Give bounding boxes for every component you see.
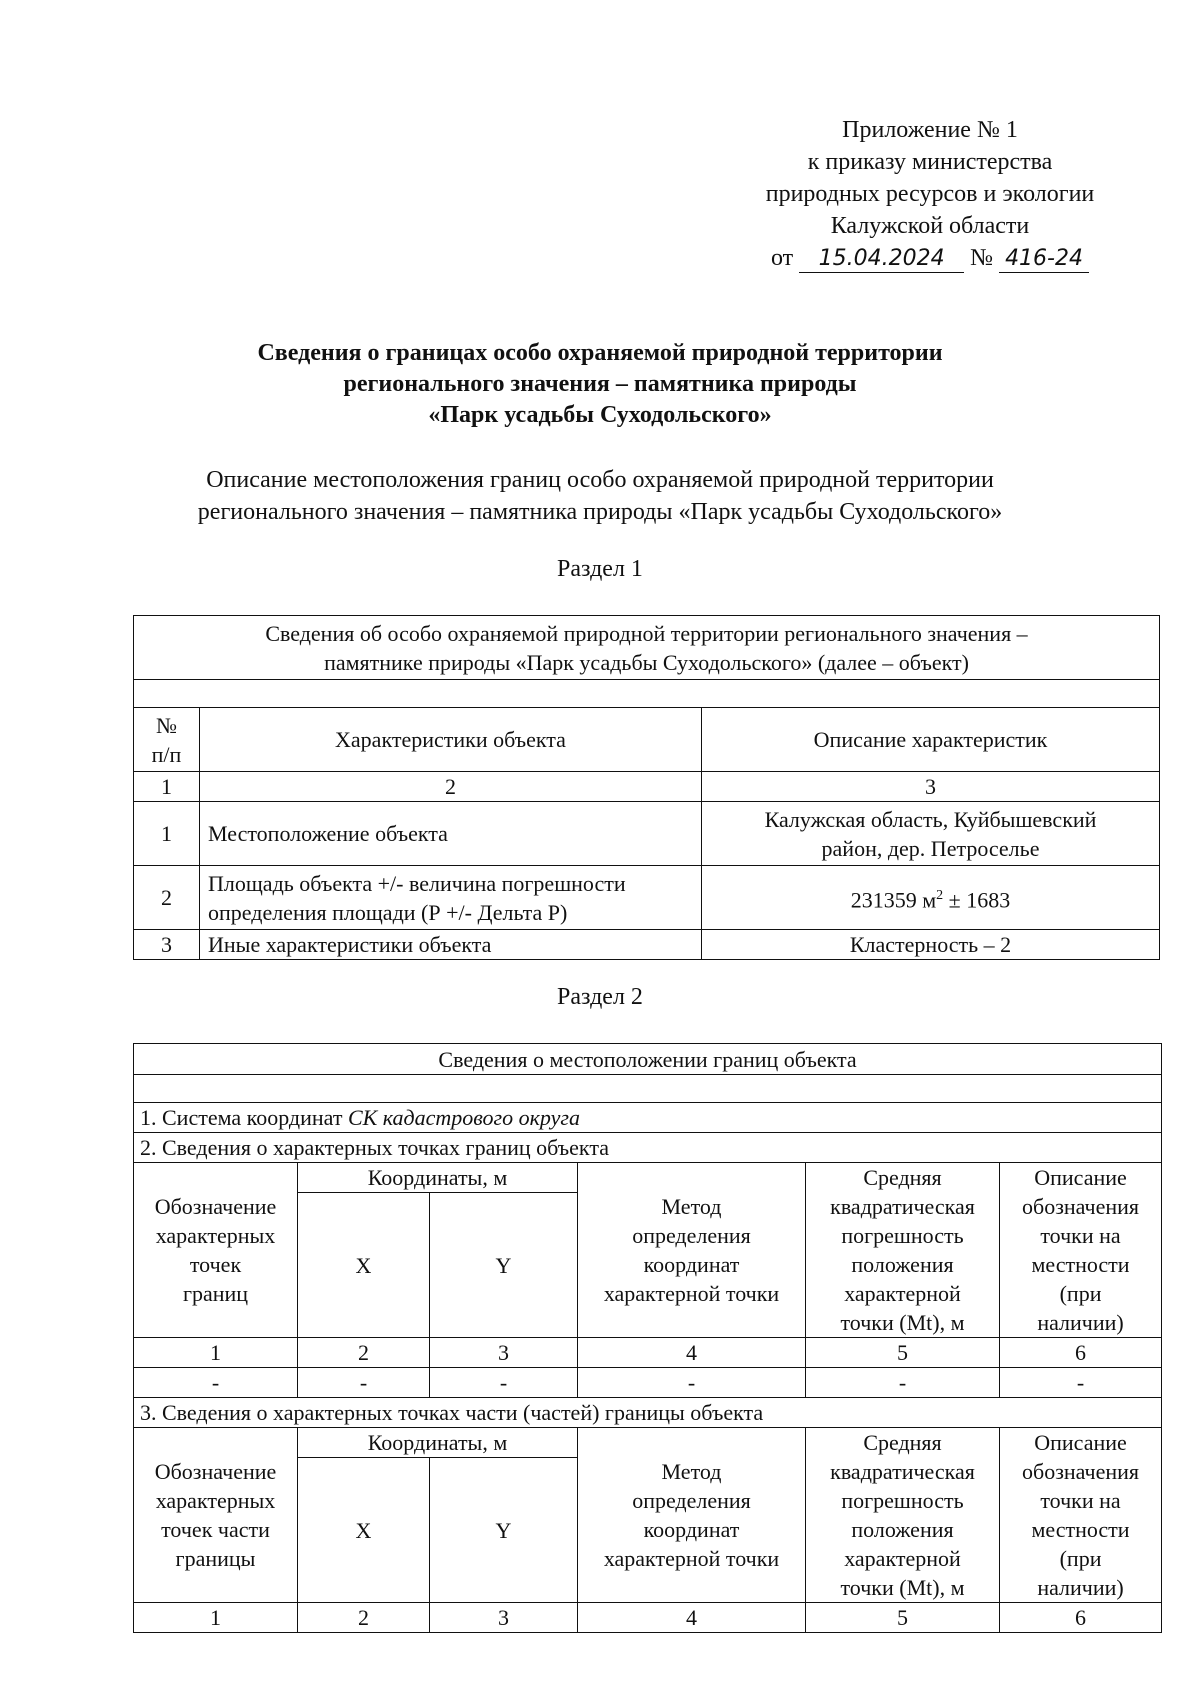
col-method xyxy=(578,1163,806,1338)
appendix-line-1: Приложение № 1 xyxy=(842,117,1018,143)
col-y: Y xyxy=(430,1193,578,1338)
col-method xyxy=(578,1428,806,1603)
col-designation-part xyxy=(134,1428,298,1603)
header-line: границы xyxy=(175,1546,256,1571)
table-row xyxy=(134,930,1160,960)
col-x: X xyxy=(298,1458,430,1603)
header-line: характерной точки xyxy=(603,1546,780,1571)
header-line: (при xyxy=(1059,1546,1102,1571)
col-coordinates: Координаты, м xyxy=(298,1163,578,1193)
index-cell: 5 xyxy=(806,1603,1000,1633)
index-cell: 4 xyxy=(578,1338,806,1368)
area-unit-exponent: 2 xyxy=(936,887,944,903)
index-cell: 6 xyxy=(1000,1603,1162,1633)
header-line: местности xyxy=(1031,1252,1130,1277)
header-line: точки (Mt), м xyxy=(840,1575,965,1600)
header-line: местности xyxy=(1031,1517,1130,1542)
header-line: определения xyxy=(632,1223,751,1248)
table-row xyxy=(134,866,1160,930)
number-label: № xyxy=(970,245,994,271)
description-line-2: регионального значения – памятника природы «Парк усадьбы Суходольского» xyxy=(197,499,1003,525)
index-cell: 6 xyxy=(1000,1338,1162,1368)
appendix-line-2: к приказу министерства xyxy=(807,149,1053,175)
header-line: обозначения xyxy=(1022,1459,1140,1484)
dash-cell: - xyxy=(298,1368,430,1398)
parts-heading: 3. Сведения о характерных точках части (частей) границы объекта xyxy=(134,1398,1162,1428)
header-line: координат xyxy=(643,1252,740,1277)
header-line: положения xyxy=(851,1517,954,1542)
col-error xyxy=(806,1163,1000,1338)
from-label: от xyxy=(770,245,794,271)
empty-row xyxy=(134,1075,1162,1103)
header-line: наличии) xyxy=(1037,1310,1124,1335)
header-line: точек части xyxy=(161,1517,270,1542)
appendix-date-line xyxy=(680,242,1180,274)
row-description-line-2: район, дер. Петроселье xyxy=(821,835,1040,861)
table-title-line-1: Сведения об особо охраняемой природной территории регионального значения – xyxy=(265,620,1028,646)
header-line: (при xyxy=(1059,1281,1102,1306)
dash-cell: - xyxy=(578,1368,806,1398)
boundary-description xyxy=(0,464,1200,528)
index-row xyxy=(134,1603,1162,1633)
col-x: X xyxy=(298,1193,430,1338)
row-description: Кластерность – 2 xyxy=(702,930,1160,960)
index-cell: 3 xyxy=(430,1603,578,1633)
header-line: точек xyxy=(189,1252,242,1277)
order-number: 416-24 xyxy=(999,246,1089,273)
header-line: координат xyxy=(643,1517,740,1542)
row-description xyxy=(702,866,1160,930)
row-description-line-1: Калужская область, Куйбышевский xyxy=(764,806,1097,832)
section-1-heading: Раздел 1 xyxy=(557,556,643,582)
index-cell: 1 xyxy=(134,1603,298,1633)
table-title-line-2: памятнике природы «Парк усадьбы Суходольского» (далее – объект) xyxy=(324,649,969,675)
index-cell: 3 xyxy=(702,772,1160,802)
appendix-line-4: Калужской области xyxy=(830,213,1030,239)
header-line: характерной xyxy=(844,1281,961,1306)
index-cell: 1 xyxy=(134,1338,298,1368)
table-row xyxy=(134,1368,1162,1398)
index-cell: 2 xyxy=(298,1338,430,1368)
header-line: характерной точки xyxy=(603,1281,780,1306)
dash-cell: - xyxy=(806,1368,1000,1398)
table-title-row xyxy=(134,1044,1162,1075)
index-cell: 5 xyxy=(806,1338,1000,1368)
title-line-3: «Парк усадьбы Суходольского» xyxy=(428,402,772,428)
object-info-table xyxy=(133,615,1160,960)
header-line: Метод xyxy=(661,1194,722,1219)
header-line: наличии) xyxy=(1037,1575,1124,1600)
header-line: характерных xyxy=(155,1223,276,1248)
row-number: 1 xyxy=(134,802,200,866)
header-line: Описание xyxy=(1034,1430,1127,1455)
row-characteristic: Местоположение объекта xyxy=(200,802,702,866)
header-line: обозначения xyxy=(1022,1194,1140,1219)
col-designation xyxy=(134,1163,298,1338)
header-line: точки на xyxy=(1040,1223,1121,1248)
dash-cell: - xyxy=(430,1368,578,1398)
coord-system-row xyxy=(134,1103,1162,1133)
col-y: Y xyxy=(430,1458,578,1603)
row-characteristic-line-2: определения площади (Р +/- Дельта Р) xyxy=(208,899,568,925)
points-heading: 2. Сведения о характерных точках границ объекта xyxy=(134,1133,1162,1163)
col-coordinates: Координаты, м xyxy=(298,1428,578,1458)
parts-heading-row xyxy=(134,1398,1162,1428)
col-num-line-1: № xyxy=(156,712,177,738)
header-line: точки (Mt), м xyxy=(840,1310,965,1335)
row-number: 2 xyxy=(134,866,200,930)
area-error: ± 1683 xyxy=(943,887,1011,913)
row-characteristic: Иные характеристики объекта xyxy=(200,930,702,960)
header-line: точки на xyxy=(1040,1488,1121,1513)
col-point-description xyxy=(1000,1163,1162,1338)
points-heading-row xyxy=(134,1133,1162,1163)
title-line-2: регионального значения – памятника природы xyxy=(343,371,857,397)
description-line-1: Описание местоположения границ особо охраняемой природной территории xyxy=(206,467,994,493)
boundaries-table xyxy=(133,1043,1162,1633)
appendix-line-3: природных ресурсов и экологии xyxy=(765,181,1095,207)
header-row xyxy=(134,708,1160,772)
header-line: Обозначение xyxy=(154,1459,277,1484)
header-line: положения xyxy=(851,1252,954,1277)
header-line: квадратическая xyxy=(830,1459,975,1484)
title-line-1: Сведения о границах особо охраняемой природной территории xyxy=(257,340,943,366)
appendix-block xyxy=(680,114,1180,274)
section-2-heading: Раздел 2 xyxy=(557,984,643,1010)
header-line: Метод xyxy=(661,1459,722,1484)
col-point-description xyxy=(1000,1428,1162,1603)
header-line: Средняя xyxy=(863,1165,942,1190)
index-cell: 1 xyxy=(134,772,200,802)
header-line: Обозначение xyxy=(154,1194,277,1219)
index-cell: 3 xyxy=(430,1338,578,1368)
row-number: 3 xyxy=(134,930,200,960)
order-date: 15.04.2024 xyxy=(799,246,964,273)
document-title xyxy=(0,338,1200,431)
col-num-line-2: п/п xyxy=(151,741,182,767)
col-error xyxy=(806,1428,1000,1603)
header-line: Описание xyxy=(1034,1165,1127,1190)
header-line: погрешность xyxy=(841,1223,964,1248)
header-row xyxy=(134,1163,1162,1193)
header-row xyxy=(134,1428,1162,1458)
coord-system-label: 1. Система координат xyxy=(140,1105,348,1130)
index-cell: 2 xyxy=(200,772,702,802)
dash-cell: - xyxy=(134,1368,298,1398)
header-line: характерных xyxy=(155,1488,276,1513)
table-title-row xyxy=(134,616,1160,680)
table-title: Сведения о местоположении границ объекта xyxy=(134,1044,1162,1075)
table-row xyxy=(134,802,1160,866)
index-row xyxy=(134,772,1160,802)
area-value: 231359 м xyxy=(850,887,937,913)
header-line: квадратическая xyxy=(830,1194,975,1219)
col-characteristics: Характеристики объекта xyxy=(200,708,702,772)
header-line: Средняя xyxy=(863,1430,942,1455)
index-cell: 4 xyxy=(578,1603,806,1633)
header-line: границ xyxy=(182,1281,249,1306)
col-description: Описание характеристик xyxy=(702,708,1160,772)
index-row xyxy=(134,1338,1162,1368)
row-characteristic-line-1: Площадь объекта +/- величина погрешности xyxy=(208,870,626,896)
dash-cell: - xyxy=(1000,1368,1162,1398)
header-line: характерной xyxy=(844,1546,961,1571)
header-line: определения xyxy=(632,1488,751,1513)
index-cell: 2 xyxy=(298,1603,430,1633)
coord-system-value: СК кадастрового округа xyxy=(347,1105,580,1130)
header-line: погрешность xyxy=(841,1488,964,1513)
empty-row xyxy=(134,680,1160,708)
